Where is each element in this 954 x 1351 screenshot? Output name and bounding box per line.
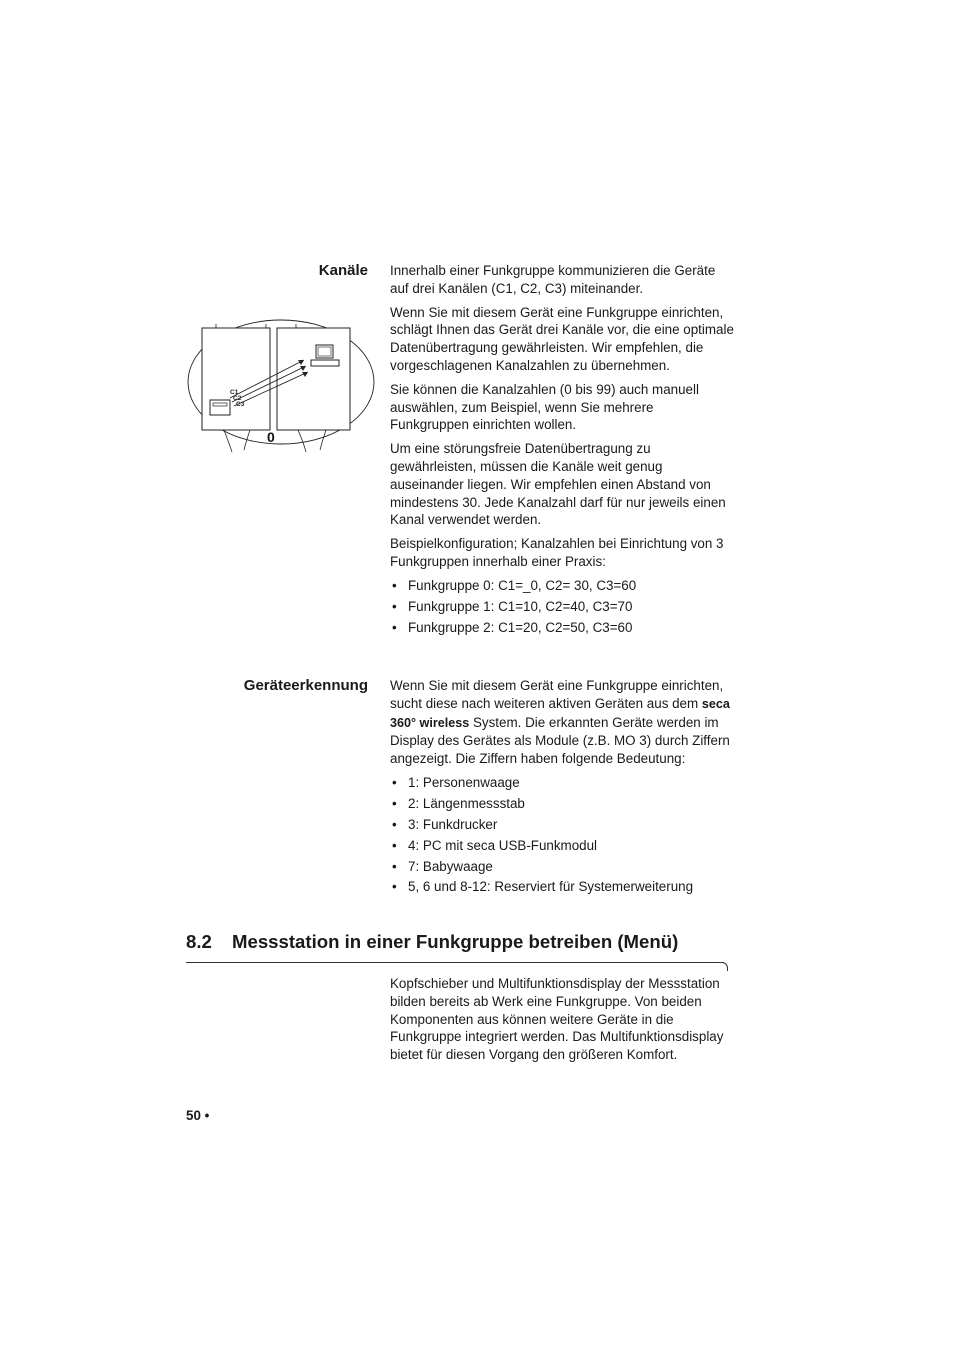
kanaele-body <box>390 262 735 639</box>
kanaele-paragraph: Um eine störungsfreie Datenübertragung zu gewährleisten, müssen die Kanäle weit genug auseinander liegen. Wir empfehlen einen Abstand von mindestens 30. Jede Kanalzahl darf für nur jeweils einen Kanal verwendet werden. <box>390 441 726 528</box>
section-number: 8.2 <box>186 931 212 952</box>
section-8-2-body <box>390 975 735 1070</box>
list-item: • Funkgruppe 1: C1=10, C2=40, C3=70 <box>390 598 735 616</box>
channel-label: C2 <box>233 395 242 402</box>
kanaele-paragraph: Sie können die Kanalzahlen (0 bis 99) auch manuell auswählen, zum Beispiel, wenn Sie mehrere Funkgruppen einrichten wollen. <box>390 381 699 433</box>
list-item: • 3: Funkdrucker <box>390 816 735 834</box>
section-rule-hook <box>721 962 728 971</box>
geraeteerkennung-heading: Geräteerkennung <box>243 677 368 694</box>
list-item: • 2: Längenmessstab <box>390 795 735 813</box>
page-number: 50 • <box>186 1108 210 1123</box>
geraeteerkennung-body <box>390 677 735 899</box>
section-8-2-title <box>186 930 678 954</box>
list-item: • 1: Personenwaage <box>390 774 735 792</box>
list-item: • 4: PC mit seca USB-Funkmodul <box>390 837 735 855</box>
kanaele-heading: Kanäle <box>318 262 368 279</box>
list-item: • 5, 6 und 8-12: Reserviert für Systemerweiterung <box>390 878 735 896</box>
pc-keyboard-icon <box>311 360 339 366</box>
scale-device-icon <box>210 400 230 415</box>
funkgruppe-diagram-svg <box>186 318 376 458</box>
product-name: seca 360° wireless <box>390 696 730 730</box>
room-right <box>277 328 350 430</box>
kanaele-paragraph: Innerhalb einer Funkgruppe kommunizieren die Geräte auf drei Kanälen (C1, C2, C3) miteinander. <box>390 263 716 296</box>
list-item: • Funkgruppe 2: C1=20, C2=50, C3=60 <box>390 619 735 637</box>
section-8-2-paragraph: Kopfschieber und Multifunktionsdisplay der Messstation bilden bereits ab Werk eine Funkgruppe. Von beiden Komponenten aus können weitere Geräte in die Funkgruppe integriert werden. Das Multifunktionsdisplay bietet für diesen Vorgang den größeren Komfort. <box>390 976 724 1063</box>
funkgruppe-diagram <box>186 318 376 458</box>
kanaele-example-list <box>390 577 735 637</box>
kanaele-paragraph: Beispielkonfiguration; Kanalzahlen bei Einrichtung von 3 Funkgruppen innerhalb einer Praxis: <box>390 536 724 569</box>
channel-label: C3 <box>236 401 245 408</box>
module-code-list <box>390 774 735 896</box>
list-item: • Funkgruppe 0: C1=_0, C2= 30, C3=60 <box>390 577 735 595</box>
section-rule <box>186 962 724 963</box>
section-title-text: Messstation in einer Funkgruppe betreiben (Menü) <box>232 931 679 952</box>
kanaele-paragraph: Wenn Sie mit diesem Gerät eine Funkgruppe einrichten, schlägt Ihnen das Gerät drei Kanäle vor, die eine optimale Datenübertragung gewährleisten. Wir empfehlen, die vorgeschlagenen Kanalzahlen zu übernehmen. <box>390 304 734 373</box>
geraeteerkennung-paragraph: Wenn Sie mit diesem Gerät eine Funkgruppe einrichten, sucht diese nach weiteren aktiven Geräten aus dem seca 360° wireless System. Die erkannten Geräte werden im Display des Gerätes als Module (z.B. MO 3) durch Ziffern angezeigt. Die Ziffern haben folgende Bedeutung: <box>390 678 730 767</box>
group-number: 0 <box>267 429 275 445</box>
channel-label: C1 <box>230 389 239 396</box>
list-item: • 7: Babywaage <box>390 858 735 876</box>
